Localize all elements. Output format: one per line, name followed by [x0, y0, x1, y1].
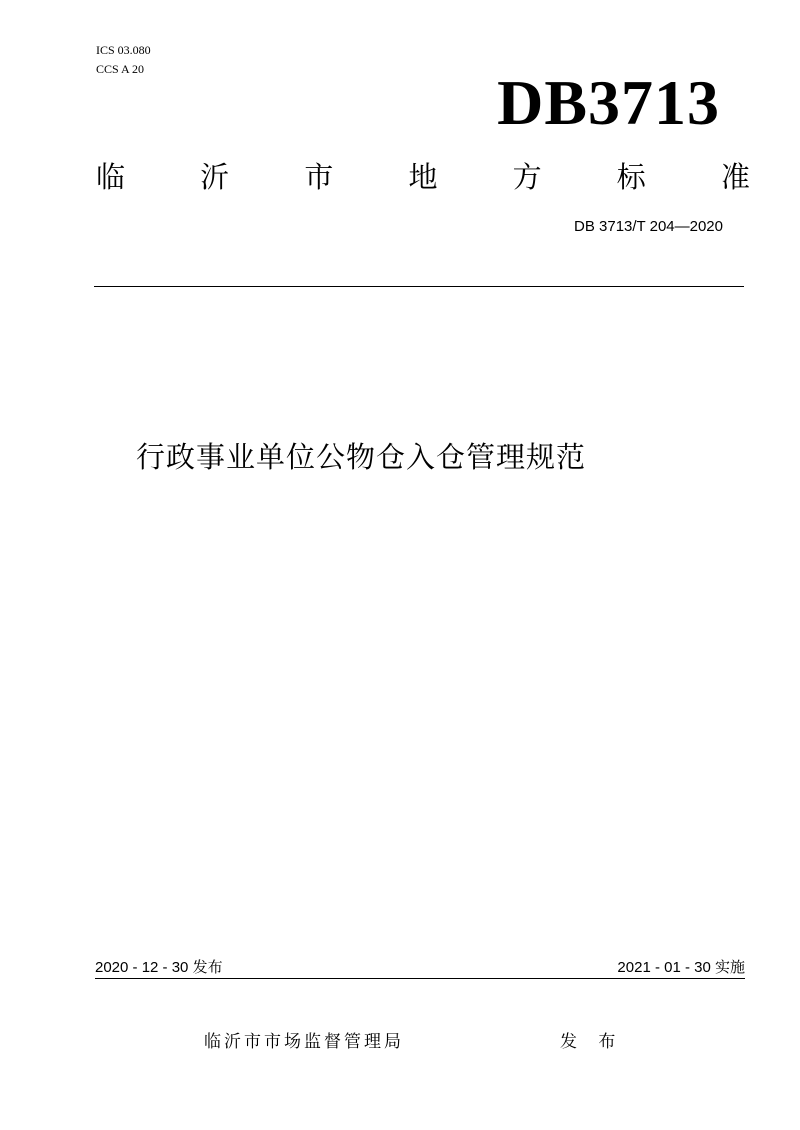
standard-number: DB 3713/T 204—2020 [574, 218, 723, 235]
ccs-code: CCS A 20 [96, 62, 145, 76]
date-divider [95, 978, 745, 979]
standard-type-char: 沂 [200, 160, 230, 194]
standard-logo: DB3713 [497, 67, 720, 138]
standard-type-char: 市 [304, 160, 334, 194]
document-title: 行政事业单位公物仓入仓管理规范 [136, 440, 587, 474]
header-divider [94, 286, 744, 287]
standard-type-heading [96, 157, 750, 197]
issue-action: 发 布 [560, 1032, 624, 1052]
standard-type-char: 标 [616, 160, 646, 194]
implementation-date: 2021 - 01 - 30 实施 [617, 959, 745, 976]
standard-type-char: 方 [512, 160, 542, 194]
standard-type-char: 临 [96, 160, 126, 194]
issue-date: 2020 - 12 - 30 发布 [95, 959, 223, 976]
standard-type-char: 准 [720, 160, 750, 194]
issuing-authority: 临沂市市场监督管理局 [204, 1032, 404, 1052]
ics-code: ICS 03.080 [96, 43, 151, 57]
date-row [95, 958, 745, 978]
standard-type-char: 地 [408, 160, 438, 194]
